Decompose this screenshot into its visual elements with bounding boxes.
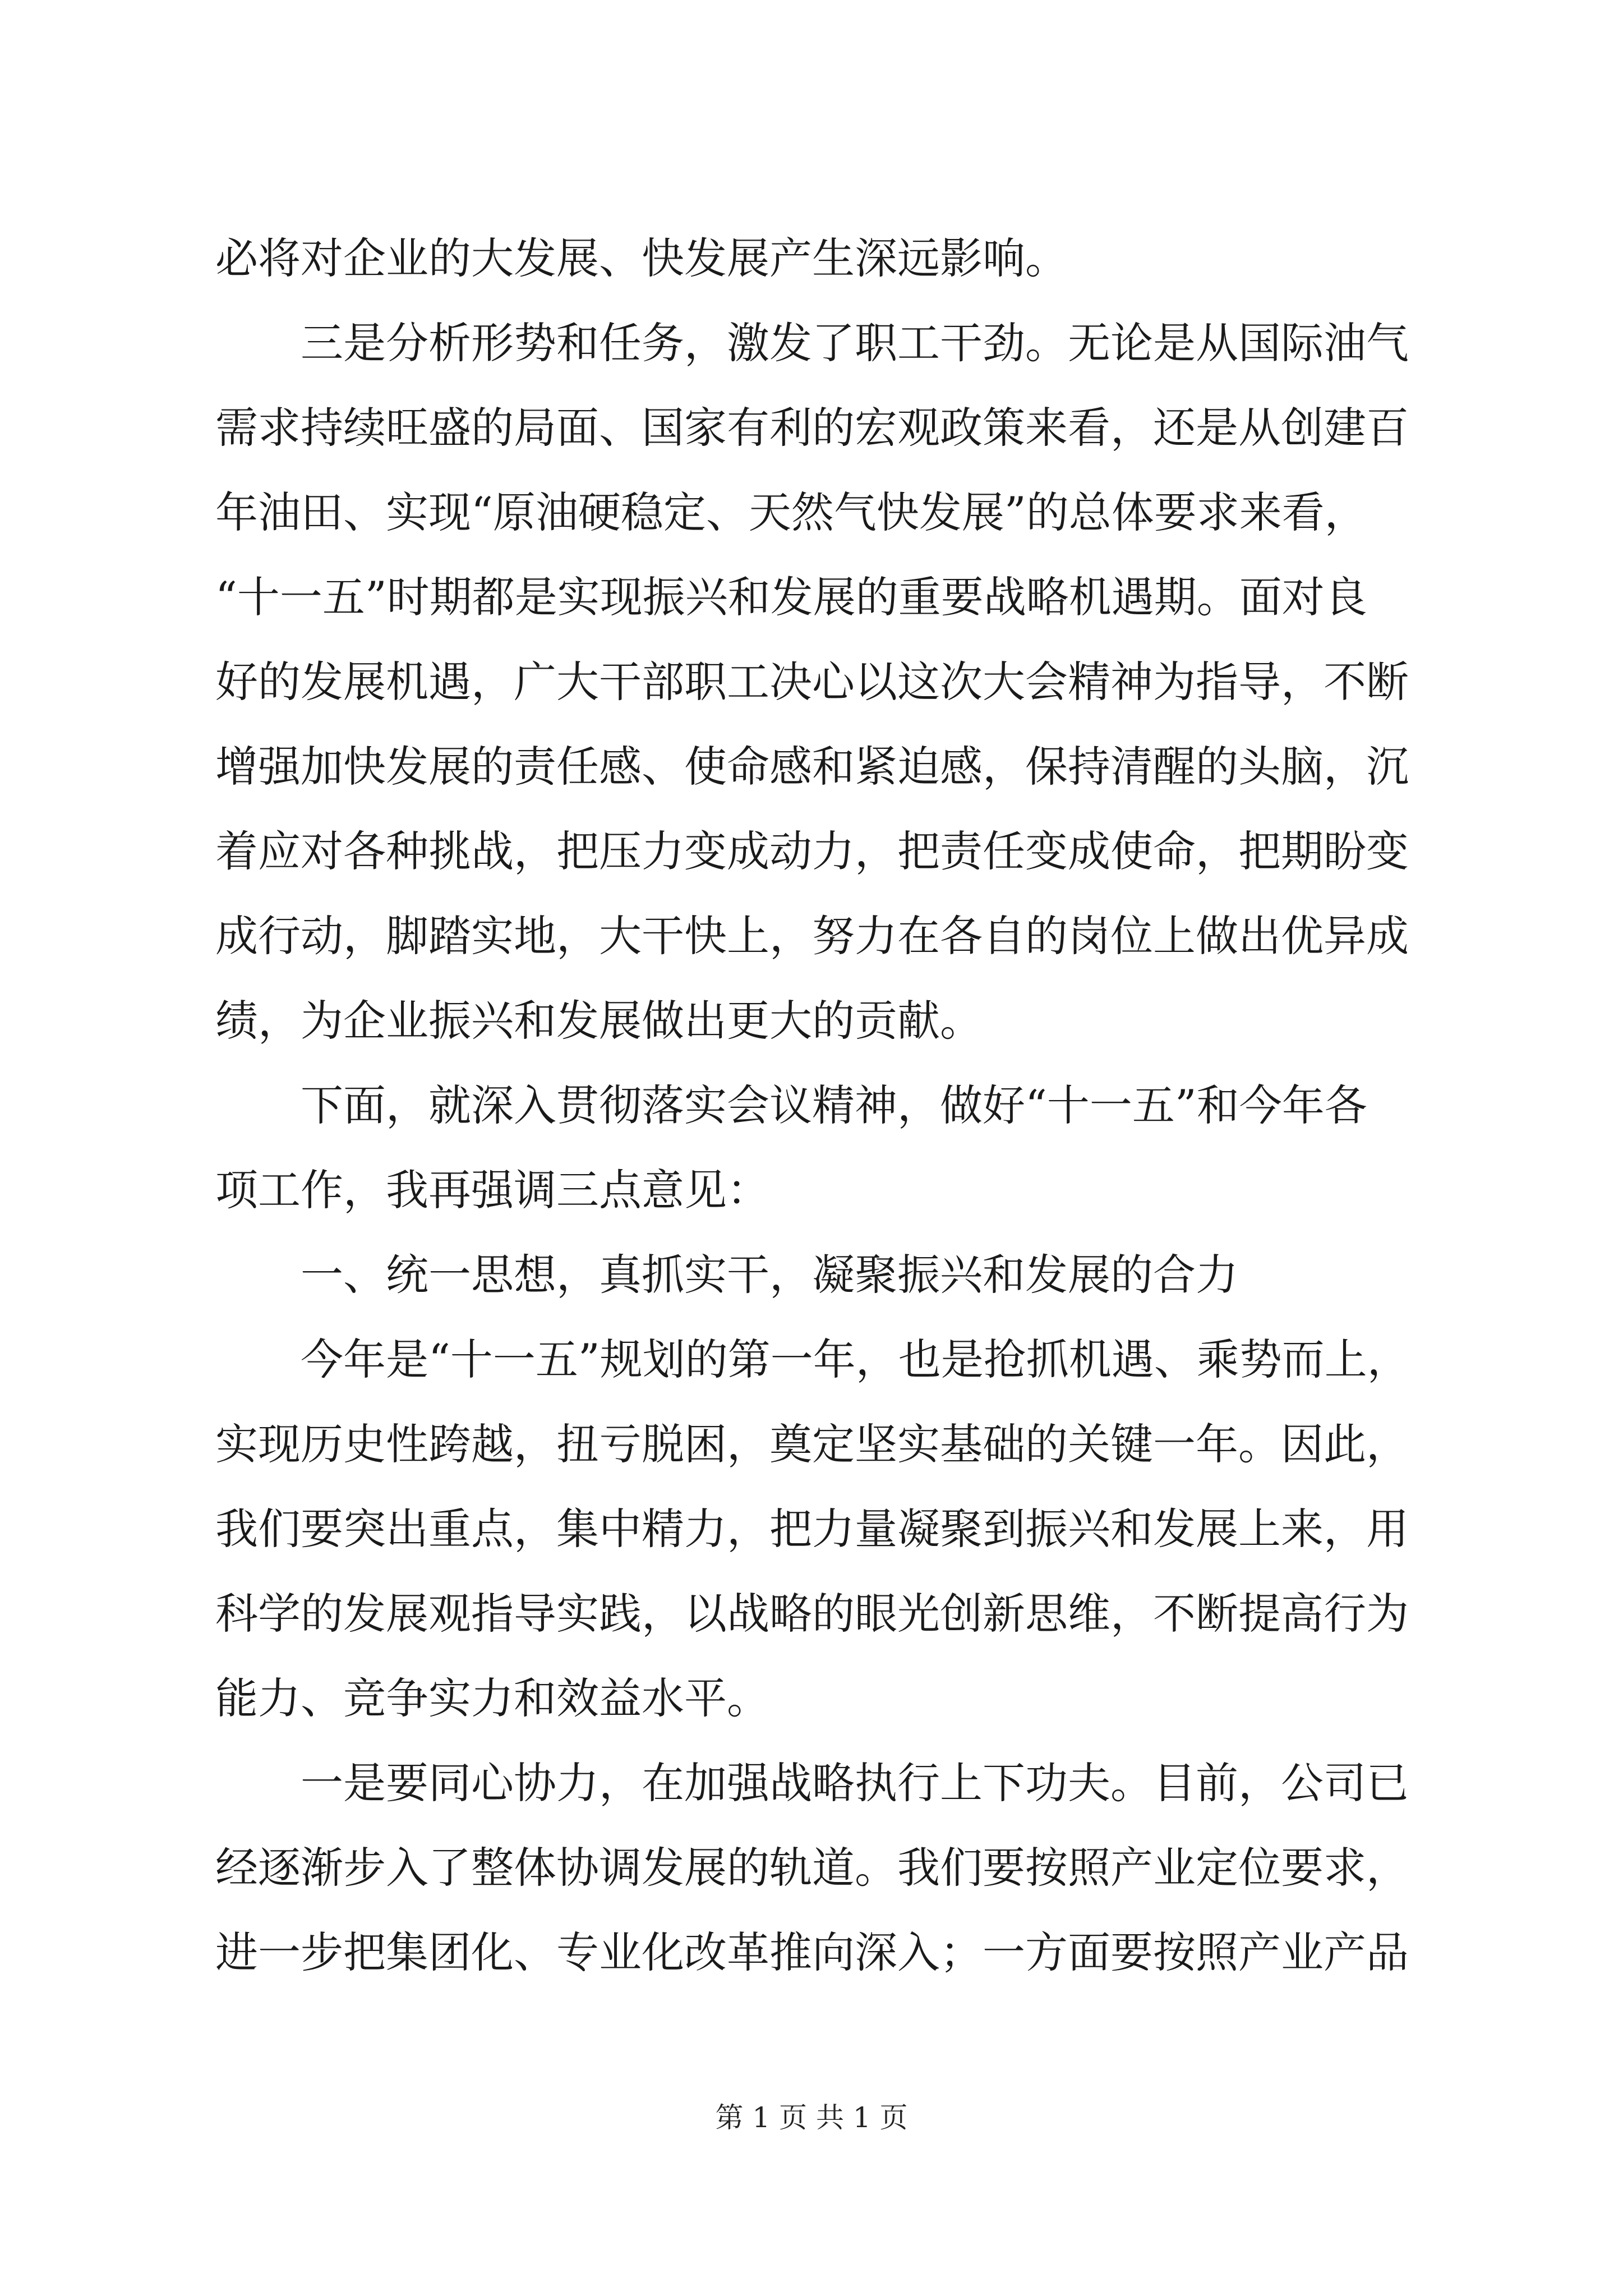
- text-line: 项工作，我再强调三点意见：: [215, 1165, 769, 1215]
- text-line: 年油田、实现“原油硬稳定、天然气快发展”的总体要求来看，: [215, 487, 1367, 537]
- text-line: 经逐渐步入了整体协调发展的轨道。我们要按照产业定位要求，: [215, 1843, 1409, 1893]
- paragraph-first-line: 今年是“十一五”规划的第一年，也是抢抓机遇、乘势而上，: [301, 1335, 1410, 1384]
- text-line: 绩，为企业振兴和发展做出更大的贡献。: [215, 996, 983, 1046]
- text-line: 我们要突出重点，集中精力，把力量凝聚到振兴和发展上来，用: [215, 1504, 1409, 1554]
- text-line: 必将对企业的大发展、快发展产生深远影响。: [215, 233, 1068, 283]
- page-number-footer: 第 1 页 共 1 页: [715, 2101, 908, 2134]
- text-line: 科学的发展观指导实践，以战略的眼光创新思维，不断提高行为: [215, 1589, 1409, 1639]
- document-body: [215, 216, 1415, 1995]
- text-line: 实现历史性跨越，扭亏脱困，奠定坚实基础的关键一年。因此，: [215, 1419, 1409, 1469]
- text-line: 着应对各种挑战，把压力变成动力，把责任变成使命，把期盼变: [215, 826, 1409, 876]
- paragraph-first-line: 一是要同心协力，在加强战略执行上下功夫。目前，公司已: [301, 1758, 1409, 1808]
- text-line: 好的发展机遇，广大干部职工决心以这次大会精神为指导，不断: [215, 657, 1409, 707]
- section-heading: 一、统一思想，真抓实干，凝聚振兴和发展的合力: [301, 1250, 1238, 1300]
- text-line: 进一步把集团化、专业化改革推向深入；一方面要按照产业产品: [215, 1927, 1409, 1977]
- text-line: 增强加快发展的责任感、使命感和紧迫感，保持清醒的头脑，沉: [215, 742, 1409, 792]
- paragraph-first-line: 下面，就深入贯彻落实会议精神，做好“十一五”和今年各: [301, 1080, 1367, 1130]
- text-line: 需求持续旺盛的局面、国家有利的宏观政策来看，还是从创建百: [215, 403, 1409, 453]
- paragraph-first-line: 三是分析形势和任务，激发了职工干劲。无论是从国际油气: [301, 318, 1409, 368]
- text-line: 成行动，脚踏实地，大干快上，努力在各自的岗位上做出优异成: [215, 911, 1409, 961]
- text-line: “十一五”时期都是实现振兴和发展的重要战略机遇期。面对良: [215, 572, 1367, 622]
- text-line: 能力、竞争实力和效益水平。: [215, 1673, 769, 1723]
